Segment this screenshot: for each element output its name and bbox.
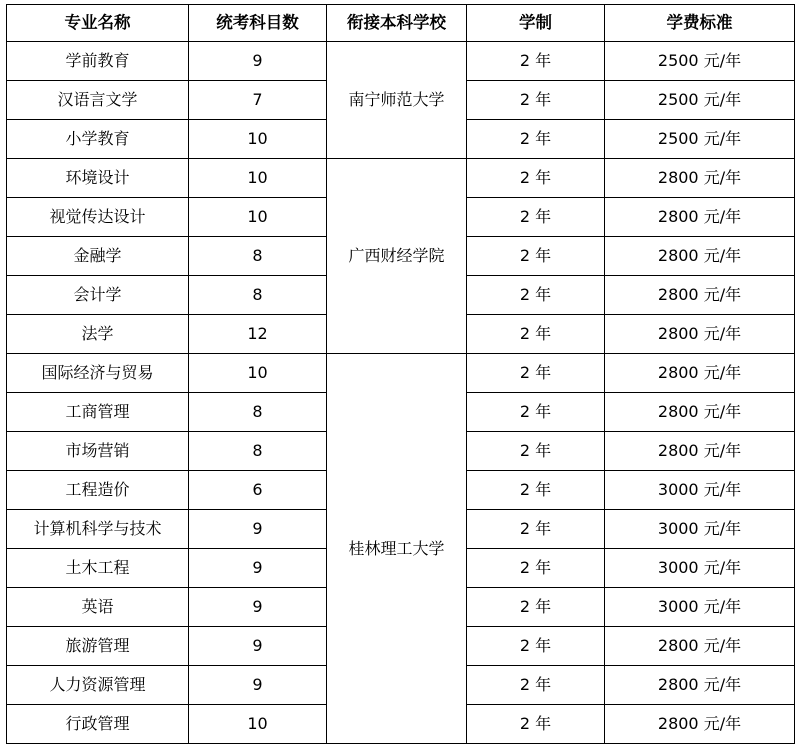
major-programs-table (6, 4, 795, 744)
cell-duration: 2 年 (467, 198, 605, 237)
cell-duration: 2 年 (467, 627, 605, 666)
cell-exam-count: 6 (189, 471, 327, 510)
cell-duration: 2 年 (467, 666, 605, 705)
cell-tuition-fee: 3000 元/年 (605, 471, 795, 510)
cell-tuition-fee: 2800 元/年 (605, 237, 795, 276)
table-row (7, 354, 795, 393)
cell-exam-count: 9 (189, 627, 327, 666)
cell-exam-count: 8 (189, 276, 327, 315)
cell-tuition-fee: 2800 元/年 (605, 627, 795, 666)
cell-major-name: 土木工程 (7, 549, 189, 588)
cell-duration: 2 年 (467, 315, 605, 354)
cell-tuition-fee: 2500 元/年 (605, 120, 795, 159)
cell-duration: 2 年 (467, 42, 605, 81)
cell-major-name: 人力资源管理 (7, 666, 189, 705)
cell-tuition-fee: 2800 元/年 (605, 705, 795, 744)
cell-exam-count: 10 (189, 354, 327, 393)
cell-partner-university: 广西财经学院 (327, 159, 467, 354)
column-header-exams: 统考科目数 (189, 5, 327, 42)
cell-tuition-fee: 2800 元/年 (605, 432, 795, 471)
cell-major-name: 工商管理 (7, 393, 189, 432)
cell-exam-count: 8 (189, 393, 327, 432)
cell-exam-count: 9 (189, 588, 327, 627)
cell-exam-count: 7 (189, 81, 327, 120)
cell-major-name: 工程造价 (7, 471, 189, 510)
cell-major-name: 小学教育 (7, 120, 189, 159)
cell-major-name: 学前教育 (7, 42, 189, 81)
cell-exam-count: 10 (189, 159, 327, 198)
cell-tuition-fee: 3000 元/年 (605, 588, 795, 627)
cell-major-name: 行政管理 (7, 705, 189, 744)
cell-major-name: 法学 (7, 315, 189, 354)
cell-duration: 2 年 (467, 510, 605, 549)
cell-tuition-fee: 2800 元/年 (605, 666, 795, 705)
column-header-fee: 学费标准 (605, 5, 795, 42)
cell-major-name: 金融学 (7, 237, 189, 276)
cell-duration: 2 年 (467, 276, 605, 315)
cell-tuition-fee: 2800 元/年 (605, 276, 795, 315)
cell-partner-university: 桂林理工大学 (327, 354, 467, 744)
column-header-school: 衔接本科学校 (327, 5, 467, 42)
cell-exam-count: 10 (189, 705, 327, 744)
cell-major-name: 旅游管理 (7, 627, 189, 666)
cell-major-name: 视觉传达设计 (7, 198, 189, 237)
cell-tuition-fee: 2800 元/年 (605, 354, 795, 393)
cell-exam-count: 12 (189, 315, 327, 354)
cell-duration: 2 年 (467, 237, 605, 276)
cell-major-name: 会计学 (7, 276, 189, 315)
cell-duration: 2 年 (467, 549, 605, 588)
cell-major-name: 计算机科学与技术 (7, 510, 189, 549)
cell-duration: 2 年 (467, 432, 605, 471)
cell-tuition-fee: 2800 元/年 (605, 393, 795, 432)
cell-tuition-fee: 3000 元/年 (605, 549, 795, 588)
cell-exam-count: 10 (189, 120, 327, 159)
cell-partner-university: 南宁师范大学 (327, 42, 467, 159)
cell-tuition-fee: 2800 元/年 (605, 315, 795, 354)
table-row (7, 42, 795, 81)
cell-duration: 2 年 (467, 81, 605, 120)
cell-duration: 2 年 (467, 471, 605, 510)
cell-tuition-fee: 2800 元/年 (605, 198, 795, 237)
cell-exam-count: 9 (189, 549, 327, 588)
cell-duration: 2 年 (467, 705, 605, 744)
cell-major-name: 英语 (7, 588, 189, 627)
cell-exam-count: 10 (189, 198, 327, 237)
table-header (7, 5, 795, 42)
cell-duration: 2 年 (467, 159, 605, 198)
cell-major-name: 市场营销 (7, 432, 189, 471)
cell-major-name: 环境设计 (7, 159, 189, 198)
table-body (7, 42, 795, 744)
cell-tuition-fee: 2500 元/年 (605, 81, 795, 120)
table-header-row (7, 5, 795, 42)
cell-duration: 2 年 (467, 354, 605, 393)
table-row (7, 159, 795, 198)
cell-duration: 2 年 (467, 588, 605, 627)
cell-exam-count: 8 (189, 237, 327, 276)
cell-tuition-fee: 2500 元/年 (605, 42, 795, 81)
cell-duration: 2 年 (467, 120, 605, 159)
cell-exam-count: 9 (189, 42, 327, 81)
cell-major-name: 汉语言文学 (7, 81, 189, 120)
cell-exam-count: 9 (189, 666, 327, 705)
column-header-years: 学制 (467, 5, 605, 42)
cell-tuition-fee: 3000 元/年 (605, 510, 795, 549)
cell-exam-count: 9 (189, 510, 327, 549)
cell-major-name: 国际经济与贸易 (7, 354, 189, 393)
cell-tuition-fee: 2800 元/年 (605, 159, 795, 198)
column-header-major: 专业名称 (7, 5, 189, 42)
cell-duration: 2 年 (467, 393, 605, 432)
cell-exam-count: 8 (189, 432, 327, 471)
